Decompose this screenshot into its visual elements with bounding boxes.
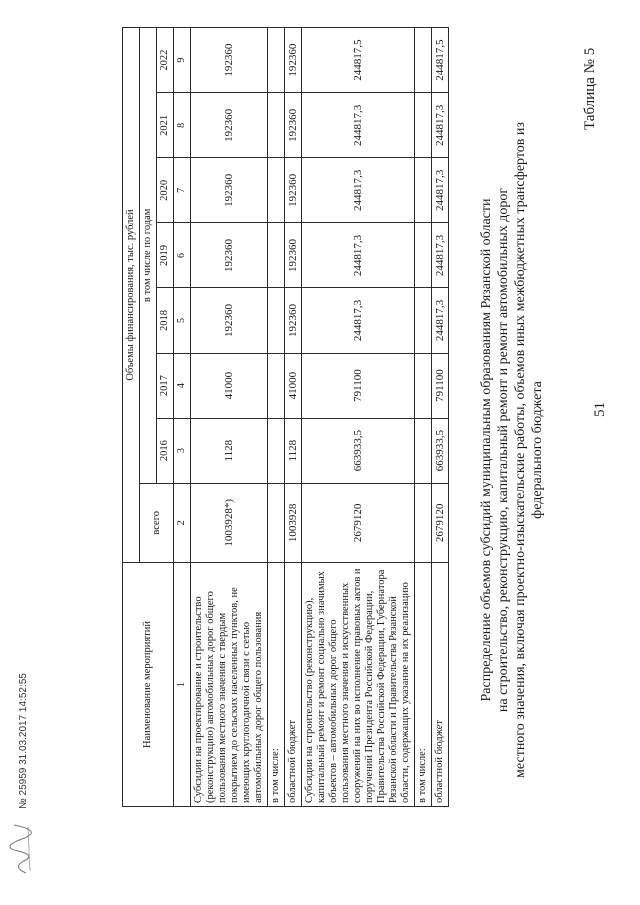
year-cell: 2019 <box>157 223 174 288</box>
row-value <box>268 288 285 353</box>
row-name: в том числе: <box>268 562 285 806</box>
row-value: 244817,5 <box>302 28 415 93</box>
document-title <box>478 105 546 795</box>
index-cell: 4 <box>174 353 191 418</box>
year-cell: 2021 <box>157 93 174 158</box>
index-cell: 6 <box>174 223 191 288</box>
row-value <box>415 158 432 223</box>
row-value <box>415 288 432 353</box>
row-value: 244817,3 <box>432 288 449 353</box>
table-row <box>432 28 449 807</box>
row-value: 244817,3 <box>302 223 415 288</box>
row-value: 791100 <box>432 353 449 418</box>
row-value: 41000 <box>285 353 302 418</box>
row-value <box>415 223 432 288</box>
row-value: 663933,5 <box>302 418 415 483</box>
row-value: 663933,5 <box>432 418 449 483</box>
row-value <box>415 28 432 93</box>
index-cell: 9 <box>174 28 191 93</box>
row-value: 1128 <box>285 418 302 483</box>
table-row <box>285 28 302 807</box>
funding-table <box>122 27 449 807</box>
row-total: 1003928*) <box>191 483 268 562</box>
row-value: 791100 <box>302 353 415 418</box>
row-value <box>268 158 285 223</box>
index-row <box>174 28 191 807</box>
row-total: 1003928 <box>285 483 302 562</box>
row-value <box>268 223 285 288</box>
row-value: 244817,3 <box>432 223 449 288</box>
table-row <box>415 28 432 807</box>
year-cell: 2018 <box>157 288 174 353</box>
table-row <box>302 28 415 807</box>
header-total: всего <box>140 483 174 562</box>
year-cell: 2017 <box>157 353 174 418</box>
row-value: 244817,3 <box>302 158 415 223</box>
title-line: на строительство, реконструкцию, капитальный ремонт и ремонт автомобильных дорог <box>496 187 511 713</box>
row-value: 244817,3 <box>432 158 449 223</box>
row-name: Субсидии на строительство (реконструкцию), капитальный ремонт и ремонт социально значимых объектов – автомобильных дорог общего пользования местного значения и искусственных сооружений на них во исполнение правовых актов и поручений Президента Российской Федерации, Правительства Российской Федерации, Губернатора Рязанской области и Правительства Рязанской области, содержащих указание на их реализацию <box>302 562 415 806</box>
row-name: областной бюджет <box>432 562 449 806</box>
index-cell: 2 <box>174 483 191 562</box>
header-by-year: в том числе по годам <box>140 28 157 484</box>
row-value: 192360 <box>285 28 302 93</box>
row-value: 192360 <box>191 288 268 353</box>
row-value: 192360 <box>285 93 302 158</box>
row-value: 244817,3 <box>302 93 415 158</box>
page-number: 51 <box>592 402 608 417</box>
title-line: федерального бюджета <box>530 381 545 519</box>
row-value: 244817,3 <box>432 93 449 158</box>
registration-number: № 25959 31.03.2017 14:52:55 <box>18 673 29 809</box>
table-label: Таблица № 5 <box>582 47 598 130</box>
index-cell: 8 <box>174 93 191 158</box>
row-value <box>415 353 432 418</box>
row-total: 2679120 <box>432 483 449 562</box>
index-cell: 7 <box>174 158 191 223</box>
row-total <box>415 483 432 562</box>
row-value: 192360 <box>191 158 268 223</box>
registration-stamp-mark <box>8 817 34 877</box>
row-value: 192360 <box>285 288 302 353</box>
table-row <box>268 28 285 807</box>
row-value: 192360 <box>285 158 302 223</box>
title-line: Распределение объемов субсидий муниципальным образованиям Рязанской области <box>479 198 494 702</box>
year-cell: 2022 <box>157 28 174 93</box>
header-row <box>123 28 140 807</box>
row-value: 244817,5 <box>432 28 449 93</box>
row-value: 192360 <box>191 93 268 158</box>
row-value <box>268 28 285 93</box>
row-value: 192360 <box>285 223 302 288</box>
row-total <box>268 483 285 562</box>
row-value: 1128 <box>191 418 268 483</box>
header-funding: Объемы финансирования, тыс. рублей <box>123 28 140 563</box>
table-row <box>191 28 268 807</box>
year-cell: 2016 <box>157 418 174 483</box>
row-name: областной бюджет <box>285 562 302 806</box>
year-cell: 2020 <box>157 158 174 223</box>
row-name: в том числе: <box>415 562 432 806</box>
row-name: Субсидии на проектирование и строительство (реконструкцию) автомобильных дорог общего пользования местного значения с твердым покрытием до сельских населенных пунктов, не имеющих круглогодичной связи с сетью автомобильных дорог общего пользования <box>191 562 268 806</box>
row-value: 244817,3 <box>302 288 415 353</box>
index-cell: 3 <box>174 418 191 483</box>
row-value: 41000 <box>191 353 268 418</box>
index-cell: 5 <box>174 288 191 353</box>
title-line: местного значения, включая проектно-изыскательские работы, объемов иных межбюджетных трансфертов из <box>513 122 528 778</box>
index-cell: 1 <box>174 562 191 806</box>
row-value <box>415 93 432 158</box>
row-value <box>268 418 285 483</box>
row-value: 192360 <box>191 223 268 288</box>
row-total: 2679120 <box>302 483 415 562</box>
row-value: 192360 <box>191 28 268 93</box>
row-value <box>268 93 285 158</box>
row-value <box>268 353 285 418</box>
row-value <box>415 418 432 483</box>
header-name: Наименование мероприятий <box>123 562 174 806</box>
